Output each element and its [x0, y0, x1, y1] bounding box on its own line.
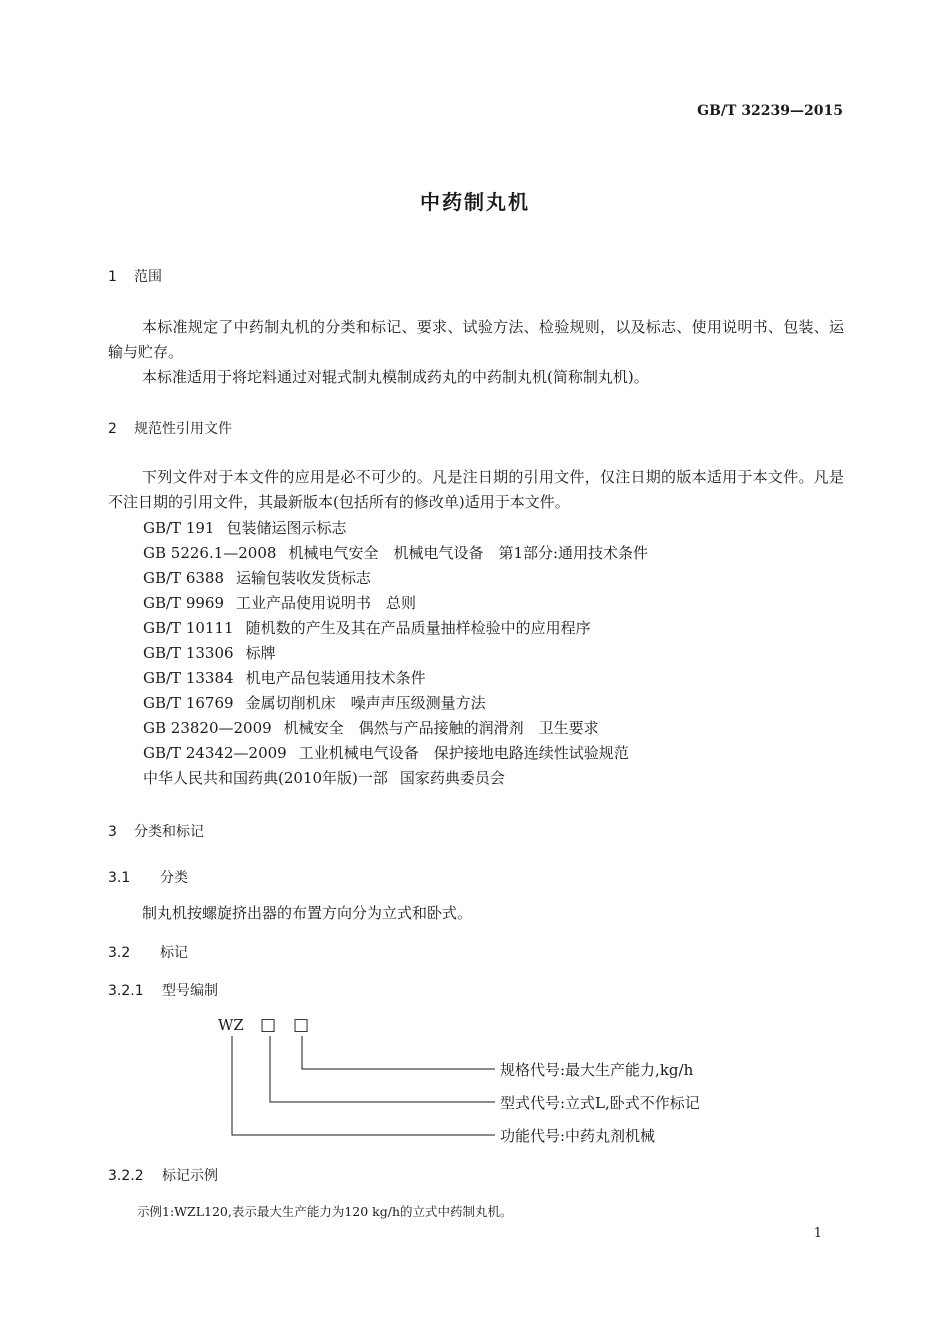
spec-code-label: 规格代号:最大生产能力,kg/h — [500, 1061, 694, 1079]
reference-code: GB/T 16769 — [143, 694, 234, 712]
page-number: 1 — [813, 1226, 822, 1241]
section-3-heading — [108, 821, 204, 841]
model-prefix: WZ — [218, 1016, 244, 1034]
reference-name: 标牌 — [245, 644, 276, 662]
section-number: 3 — [108, 824, 117, 840]
reference-item — [143, 642, 276, 663]
reference-code: GB/T 9969 — [143, 594, 225, 612]
section-number: 3.2 — [108, 945, 131, 961]
section-title: 型号编制 — [162, 983, 218, 999]
reference-item — [143, 592, 416, 613]
reference-item — [143, 517, 346, 538]
section-3-1-heading — [108, 867, 188, 887]
reference-code: GB 5226.1—2008 — [143, 544, 277, 562]
paragraph: 本标准适用于将坨料通过对辊式制丸模制成药丸的中药制丸机(简称制丸机)。 — [142, 368, 649, 386]
paragraph: 下列文件对于本文件的应用是必不可少的。凡是注日期的引用文件，仅注日期的版本适用于本文件。凡是不注日期的引用文件，其最新版本(包括所有的修改单)适用于本文件。 — [108, 468, 844, 511]
reference-name: 机电产品包装通用技术条件 — [245, 669, 426, 687]
section-title: 规范性引用文件 — [134, 421, 232, 437]
section-1-body — [108, 315, 844, 390]
reference-name: 金属切削机床 噪声声压级测量方法 — [245, 694, 486, 712]
type-code-label: 型式代号:立式L,卧式不作标记 — [500, 1094, 700, 1112]
section-number: 3.2.1 — [108, 983, 144, 999]
reference-item — [143, 767, 505, 788]
document-title: 中药制丸机 — [420, 190, 530, 214]
reference-item — [143, 717, 599, 738]
section-3-1-body — [108, 901, 844, 926]
section-2-intro — [108, 465, 844, 515]
model-code-box: □ — [293, 1015, 310, 1035]
reference-item — [143, 617, 591, 638]
standard-number: GB/T 32239—2015 — [697, 103, 843, 119]
reference-name: 包装储运图示标志 — [226, 519, 347, 537]
section-number: 2 — [108, 421, 117, 437]
reference-name: 机械安全 偶然与产品接触的润滑剂 卫生要求 — [283, 719, 599, 737]
reference-code: GB/T 13384 — [143, 669, 234, 687]
reference-name: 随机数的产生及其在产品质量抽样检验中的应用程序 — [245, 619, 591, 637]
model-code-box: □ — [260, 1015, 277, 1035]
section-3-2-heading — [108, 942, 188, 962]
reference-item — [143, 567, 371, 588]
reference-name: 机械电气安全 机械电气设备 第1部分:通用技术条件 — [288, 544, 649, 562]
reference-name: 工业产品使用说明书 总则 — [236, 594, 417, 612]
section-title: 标记 — [160, 945, 188, 961]
section-title: 分类和标记 — [134, 824, 204, 840]
reference-item — [143, 692, 486, 713]
reference-code: 中华人民共和国药典(2010年版)一部 — [143, 769, 388, 787]
section-1-heading — [108, 266, 162, 286]
section-number: 1 — [108, 269, 117, 285]
section-title: 范围 — [134, 269, 162, 285]
example-text: 示例1:WZL120,表示最大生产能力为120 kg/h的立式中药制丸机。 — [137, 1204, 513, 1219]
reference-name: 国家药典委员会 — [399, 769, 505, 787]
section-number: 3.2.2 — [108, 1168, 144, 1184]
section-title: 标记示例 — [162, 1168, 218, 1184]
section-3-2-1-heading — [108, 980, 218, 1000]
paragraph: 制丸机按螺旋挤出器的布置方向分为立式和卧式。 — [142, 904, 473, 922]
section-2-heading — [108, 418, 232, 438]
section-3-2-2-heading — [108, 1165, 218, 1185]
reference-code: GB/T 24342—2009 — [143, 744, 287, 762]
reference-code: GB/T 6388 — [143, 569, 225, 587]
model-designation-diagram — [210, 1010, 770, 1170]
reference-code: GB/T 13306 — [143, 644, 234, 662]
reference-code: GB/T 10111 — [143, 619, 234, 637]
reference-code: GB/T 191 — [143, 519, 215, 537]
reference-name: 运输包装收发货标志 — [236, 569, 372, 587]
section-number: 3.1 — [108, 870, 131, 886]
reference-item — [143, 742, 629, 763]
reference-code: GB 23820—2009 — [143, 719, 272, 737]
reference-item — [143, 667, 426, 688]
reference-item — [143, 542, 648, 563]
paragraph: 本标准规定了中药制丸机的分类和标记、要求、试验方法、检验规则，以及标志、使用说明书、包装、运输与贮存。 — [108, 318, 844, 361]
function-code-label: 功能代号:中药丸剂机械 — [500, 1127, 656, 1145]
reference-name: 工业机械电气设备 保护接地电路连续性试验规范 — [298, 744, 629, 762]
section-title: 分类 — [160, 870, 188, 886]
